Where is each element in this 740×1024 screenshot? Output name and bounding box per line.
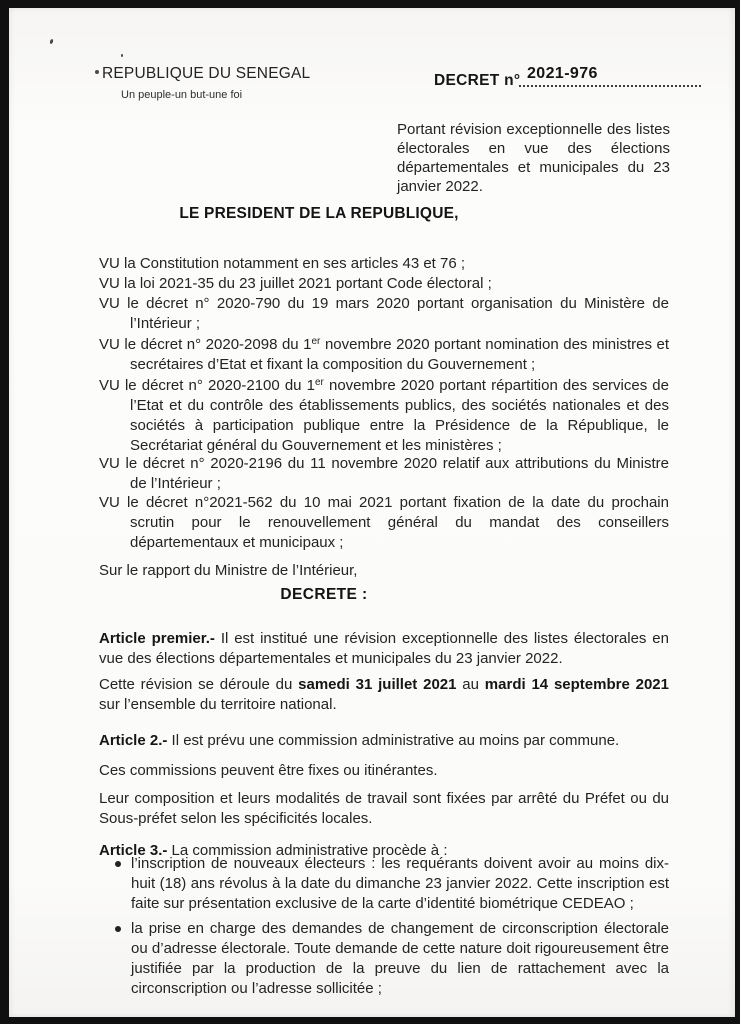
bullet-item-address-change: la prise en charge des demandes de changement de circonscription électorale ou d’adresse électorale. Toute demande de cette nature doit rigoureusement être justifiée par la production de la preuve du lien de rattachement avec la circonscription ou l’adresse sollicitée ; <box>131 920 669 997</box>
article-2-label: Article 2.- <box>99 732 168 749</box>
article-2-text: Il est prévu une commission administrative au moins par commune. <box>167 732 620 749</box>
visa-item-7: VU le décret n°2021-562 du 10 mai 2021 portant fixation de la date du prochain scrutin pour le renouvellement général du mandat des conseillers départementaux et municipaux ; <box>99 494 669 551</box>
article-3-label: Article 3.- <box>99 842 168 859</box>
decree-subject: Portant révision exceptionnelle des listes électorales en vue des élections départementales et municipales du 23 janvier 2022. <box>397 121 670 195</box>
bullet-icon <box>115 926 121 932</box>
decrete-heading: DECRETE : <box>280 586 368 603</box>
decree-number-line <box>519 64 701 87</box>
revision-mid: au <box>456 676 485 693</box>
visa-item-6: VU le décret n° 2020-2196 du 11 novembre 2020 relatif aux attributions du Ministre de l’Intérieur ; <box>99 455 669 492</box>
report-line: Sur le rapport du Ministre de l’Intérieur, <box>99 562 358 579</box>
ordinal-superscript: er <box>314 377 324 388</box>
ordinal-superscript: er <box>311 336 321 347</box>
visa-5-text-cont: novembre 2020 portant répartition des services de l’Etat et du contrôle des établissements publics, des sociétés nationales et des sociétés à participation publique entre la Présidence de la République, le Secrétariat général du Gouvernement et les ministères ; <box>130 377 669 454</box>
scan-speck <box>121 54 123 57</box>
article-1-text: Il est institué une révision exceptionnelle des listes électorales en vue des élections départementales et municipales du 23 janvier 2022. <box>99 630 669 667</box>
bullet-item-registration: l’inscription de nouveaux électeurs : les requérants doivent avoir au moins dix-huit (18) ans révolus à la date du dimanche 23 janvier 2022. Cette inscription est faite sur présentation exclusive de la carte d’identité biométrique CEDEAO ; <box>131 855 669 912</box>
visa-4-text: VU le décret n° 2020-2098 du 1 <box>99 336 312 353</box>
revision-pre: Cette révision se déroule du <box>99 676 299 693</box>
decree-number: 2021-976 <box>527 65 598 82</box>
revision-start-date: samedi 31 juillet 2021 <box>298 676 457 693</box>
revision-post: sur l’ensemble du territoire national. <box>99 696 337 713</box>
republic-title: REPUBLIQUE DU SENEGAL <box>102 65 311 82</box>
document-content <box>9 8 735 1017</box>
document-page <box>9 8 735 1017</box>
composition-paragraph: Leur composition et leurs modalités de travail sont fixées par arrêté du Préfet ou du Sous-préfet selon les spécificités locales. <box>99 790 669 827</box>
republic-motto: Un peuple-un but-une foi <box>121 89 243 101</box>
visa-item-1: VU la Constitution notamment en ses articles 43 et 76 ; <box>99 255 466 272</box>
visa-item-4 <box>99 335 669 375</box>
visa-5-text: VU le décret n° 2020-2100 du 1 <box>99 377 315 394</box>
visa-4-text-cont: novembre 2020 portant nomination des ministres et secrétaires d’Etat et fixant la composition du Gouvernement ; <box>130 336 669 373</box>
article-2-paragraph <box>99 731 669 751</box>
article-1-label: Article premier.- <box>99 630 215 647</box>
bullet-icon <box>115 861 121 867</box>
revision-end-date: mardi 14 septembre 2021 <box>484 676 669 693</box>
revision-period-paragraph <box>99 675 669 715</box>
visa-item-5 <box>99 376 669 456</box>
scan-speck <box>95 70 99 74</box>
scan-speck <box>49 39 53 45</box>
decree-label: DECRET n° <box>434 72 521 89</box>
article-3-text: La commission administrative procède à : <box>167 842 448 859</box>
president-heading: LE PRESIDENT DE LA REPUBLIQUE, <box>179 205 459 222</box>
article-1-paragraph <box>99 629 669 669</box>
visa-item-2: VU la loi 2021-35 du 23 juillet 2021 portant Code électoral ; <box>99 275 492 292</box>
commissions-paragraph: Ces commissions peuvent être fixes ou itinérantes. <box>99 762 438 779</box>
visa-item-3: VU le décret n° 2020-790 du 19 mars 2020 portant organisation du Ministère de l’Intérieur ; <box>99 295 669 332</box>
